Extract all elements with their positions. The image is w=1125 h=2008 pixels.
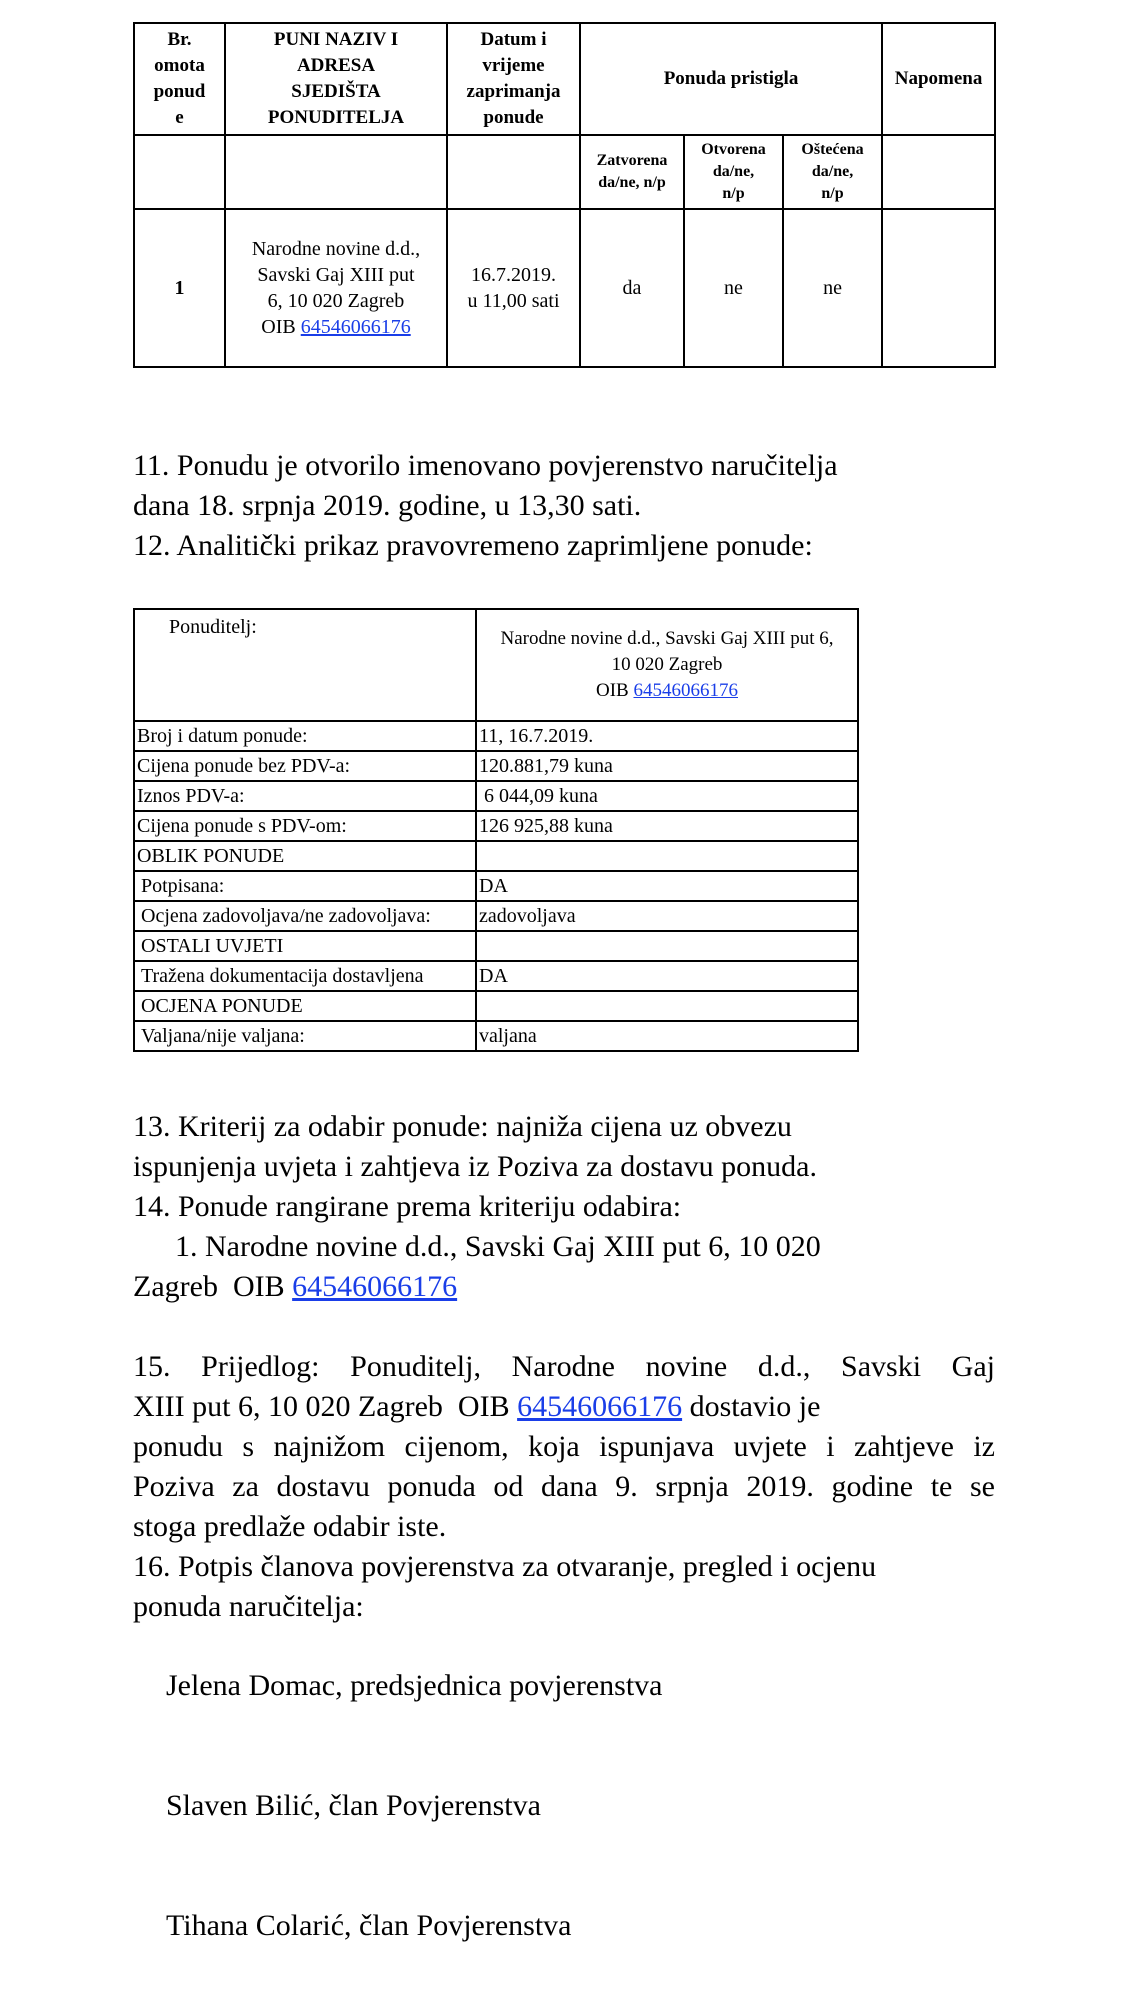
row-value [476,991,858,1021]
table-row [134,751,858,781]
subheader-opened: Otvorena da/ne, n/p [684,135,783,209]
text-line: 1. Narodne novine d.d., Savski Gaj XIII put 6, 10 020 [175,1230,821,1263]
paragraph-12: 12. Analitički prikaz pravovremeno zaprimljene ponude: [133,529,813,562]
row-label: OSTALI UVJETI [134,931,476,961]
text-line: ponudu s najnižom cijenom, koja ispunjava uvjete i zahtjeve iz [133,1430,995,1463]
envelope-number: 1 [134,209,225,367]
text-line: XIII put 6, 10 020 Zagreb OIB 64546066176 dostavio je [133,1390,821,1423]
paragraph-15 [133,1347,995,1547]
header-received-datetime: Datum i vrijeme zaprimanja ponude [447,23,580,135]
row-label: Broj i datum ponude: [134,721,476,751]
row-value: 11, 16.7.2019. [476,721,858,751]
empty-cell [882,135,995,209]
oib-link[interactable]: 64546066176 [300,316,411,338]
row-label: Cijena ponude bez PDV-a: [134,751,476,781]
text-line: ponuda naručitelja: [133,1590,364,1623]
subheader-closed: Zatvorena da/ne, n/p [580,135,684,209]
table-row [134,991,858,1021]
bidder-cell: Narodne novine d.d., Savski Gaj XIII put 6, 10 020 Zagreb OIB 64546066176 [225,209,447,367]
paragraph-11 [133,446,995,566]
signature-2: Slaven Bilić, član Povjerenstva [166,1789,541,1822]
signature-3: Tihana Colarić, član Povjerenstva [166,1909,572,1942]
row-label: Ocjena zadovoljava/ne zadovoljava: [134,901,476,931]
empty-cell [225,135,447,209]
text-line: ispunjenja uvjeta i zahtjeva iz Poziva za dostavu ponuda. [133,1150,817,1183]
row-label: Tražena dokumentacija dostavljena [134,961,476,991]
bidder-row [134,609,858,721]
text-line: stoga predlaže odabir iste. [133,1510,447,1543]
received-datetime: 16.7.2019. u 11,00 sati [447,209,580,367]
row-value: 6 044,09 kuna [476,781,858,811]
row-label: Iznos PDV-a: [134,781,476,811]
table-row [134,841,858,871]
row-value: valjana [476,1021,858,1051]
signature-1: Jelena Domac, predsjednica povjerenstva [166,1669,663,1702]
text-line: Poziva za dostavu ponuda od dana 9. srpnja 2019. godine te se [133,1470,995,1503]
text-line: 11. Ponudu je otvorilo imenovano povjerenstvo naručitelja [133,449,838,482]
table-row [134,1021,858,1051]
table-row [134,209,995,367]
row-label: OCJENA PONUDE [134,991,476,1021]
header-row [134,23,995,135]
bidder-value: Narodne novine d.d., Savski Gaj XIII put 6, 10 020 Zagreb OIB 64546066176 [476,609,858,721]
bids-received-table [133,22,996,368]
row-value: DA [476,871,858,901]
row-value: DA [476,961,858,991]
table-row [134,961,858,991]
row-value: 126 925,88 kuna [476,811,858,841]
header-bidder-name: PUNI NAZIV I ADRESA SJEDIŠTA PONUDITELJA [225,23,447,135]
row-value: 120.881,79 kuna [476,751,858,781]
damaged-value: ne [783,209,882,367]
row-value: zadovoljava [476,901,858,931]
text-line: 13. Kriterij za odabir ponude: najniža cijena uz obvezu [133,1110,792,1143]
empty-cell [134,135,225,209]
text-line: dana 18. srpnja 2019. godine, u 13,30 sati. [133,489,642,522]
paragraph-16 [133,1547,995,1627]
table-row [134,811,858,841]
text-line: 16. Potpis članova povjerenstva za otvaranje, pregled i ocjenu [133,1550,877,1583]
table-row [134,901,858,931]
paragraph-14 [133,1187,995,1307]
oib-link[interactable]: 64546066176 [292,1270,458,1303]
note-value [882,209,995,367]
oib-link[interactable]: 64546066176 [517,1390,683,1423]
row-label: Potpisana: [134,871,476,901]
bidder-label: Ponuditelj: [134,609,476,721]
table-row [134,781,858,811]
table-row [134,871,858,901]
subheader-damaged: Oštećena da/ne, n/p [783,135,882,209]
closed-value: da [580,209,684,367]
header-note: Napomena [882,23,995,135]
opened-value: ne [684,209,783,367]
oib-link[interactable]: 64546066176 [633,680,738,701]
header-envelope-number: Br. omota ponud e [134,23,225,135]
text-line: 15. Prijedlog: Ponuditelj, Narodne novine d.d., Savski Gaj [133,1350,995,1383]
text-line: Zagreb OIB 64546066176 [133,1270,458,1303]
bid-analysis-table [133,608,859,1052]
table-row [134,721,858,751]
row-value [476,841,858,871]
row-label: Valjana/nije valjana: [134,1021,476,1051]
empty-cell [447,135,580,209]
text-line: 14. Ponude rangirane prema kriteriju odabira: [133,1190,682,1223]
row-value [476,931,858,961]
row-label: OBLIK PONUDE [134,841,476,871]
paragraph-13 [133,1107,995,1187]
subheader-row [134,135,995,209]
table-row [134,931,858,961]
row-label: Cijena ponude s PDV-om: [134,811,476,841]
header-bid-arrived: Ponuda pristigla [580,23,882,135]
